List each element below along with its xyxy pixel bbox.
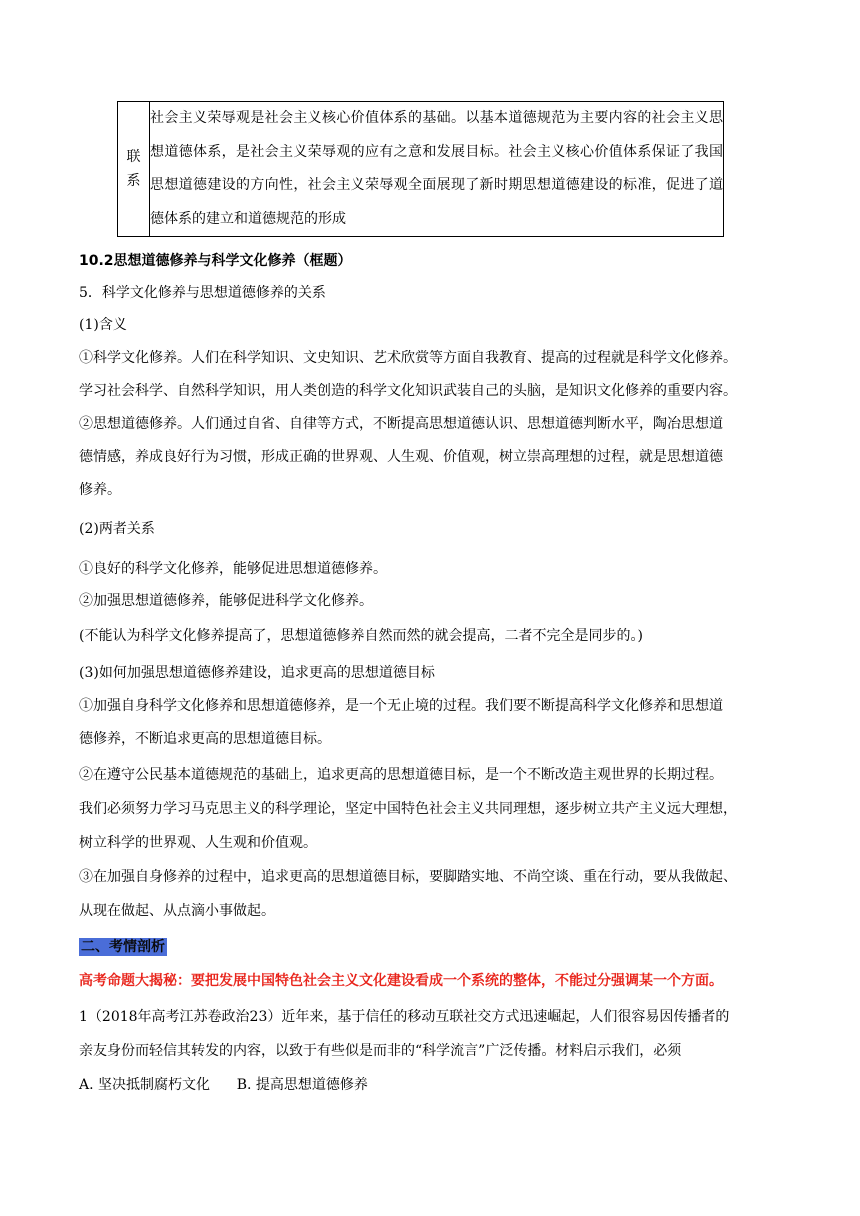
paragraph-line: (不能认为科学文化修养提高了，思想道德修养自然而然的就会提高，二者不完全是同步的。): [79, 628, 643, 644]
paragraph-line: 从现在做起、从点滴小事做起。: [79, 903, 275, 919]
paragraph-line: 5．科学文化修养与思想道德修养的关系: [79, 285, 326, 301]
paragraph-line: 修养。: [79, 482, 121, 498]
relation-table: [117, 101, 724, 237]
paragraph-line: ②在遵守公民基本道德规范的基础上，追求更高的思想道德目标，是一个不断改造主观世界的长期过程。: [79, 767, 723, 783]
table-label-cell: [118, 102, 150, 237]
table-row: [118, 102, 724, 237]
paragraph-line: (2)两者关系: [79, 521, 155, 537]
paragraph-line: (3)如何加强思想道德修养建设，追求更高的思想道德目标: [79, 665, 435, 681]
highlight-text: 二、考情剖析: [81, 939, 165, 955]
label-char: 系: [126, 173, 141, 189]
label-char: 联: [126, 149, 141, 165]
table-content-cell: 社会主义荣辱观是社会主义核心价值体系的基础。以基本道德规范为主要内容的社会主义思想道德体系，是社会主义荣辱观的应有之意和发展目标。社会主义核心价值体系保证了我国思想道德建设的方向性，社会主义荣辱观全面展现了新时期思想道德建设的标准，促进了道德体系的建立和道德规范的形成: [150, 102, 724, 237]
answer-options: A. 坚决抵制腐朽文化 B. 提高思想道德修养: [79, 1077, 368, 1093]
paragraph-line: ②加强思想道德修养，能够促进科学文化修养。: [79, 593, 373, 609]
paragraph-line: 德情感，养成良好行为习惯，形成正确的世界观、人生观、价值观，树立崇高理想的过程，就是思想道德: [79, 449, 723, 465]
red-emphasis-line: 高考命题大揭秘：要把发展中国特色社会主义文化建设看成一个系统的整体，不能过分强调某一个方面。: [79, 973, 723, 989]
section-heading: 10.2思想道德修养与科学文化修养（框题）: [79, 253, 352, 269]
paragraph-line: ①加强自身科学文化修养和思想道德修养，是一个无止境的过程。我们要不断提高科学文化修养和思想道: [79, 698, 723, 714]
paragraph-line: (1)含义: [79, 317, 127, 333]
paragraph-line: 德修养，不断追求更高的思想道德目标。: [79, 731, 331, 747]
paragraph-line: ②思想道德修养。人们通过自省、自律等方式，不断提高思想道德认识、思想道德判断水平，陶冶思想道: [79, 416, 723, 432]
highlighted-heading: [79, 937, 784, 957]
question-line: 1（2018年高考江苏卷政治23）近年来，基于信任的移动互联社交方式迅速崛起，人们很容易因传播者的: [79, 1009, 730, 1025]
question-line: 亲友身份而轻信其转发的内容，以致于有些似是而非的“科学流言”广泛传播。材料启示我们，必须: [79, 1043, 682, 1059]
paragraph-line: 学习社会科学、自然科学知识，用人类创造的科学文化知识武装自己的头脑，是知识文化修养的重要内容。: [79, 383, 737, 399]
paragraph-line: ①良好的科学文化修养，能够促进思想道德修养。: [79, 561, 387, 577]
paragraph-line: 树立科学的世界观、人生观和价值观。: [79, 835, 317, 851]
paragraph-line: ③在加强自身修养的过程中，追求更高的思想道德目标，要脚踏实地、不尚空谈、重在行动，要从我做起、: [79, 869, 737, 885]
paragraph-line: ①科学文化修养。人们在科学知识、文史知识、艺术欣赏等方面自我教育、提高的过程就是科学文化修养。: [79, 350, 737, 366]
paragraph-line: 我们必须努力学习马克思主义的科学理论，坚定中国特色社会主义共同理想，逐步树立共产主义远大理想，: [79, 801, 737, 817]
